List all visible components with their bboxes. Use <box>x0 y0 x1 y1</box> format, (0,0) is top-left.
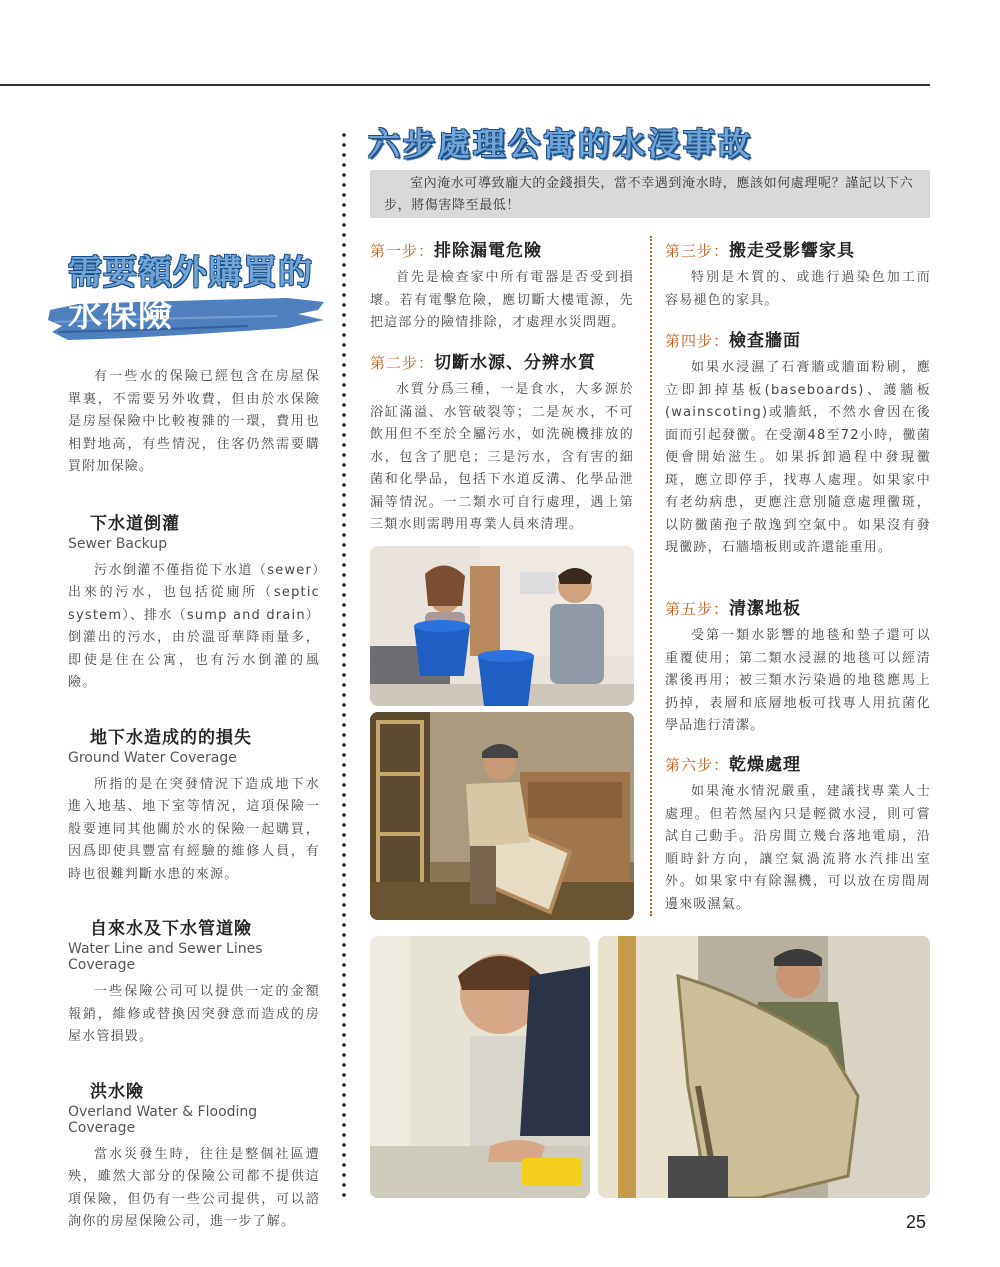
photo-moving-furniture <box>370 712 634 920</box>
step-title: 檢查牆面 <box>729 331 802 351</box>
step-number: 第四步： <box>665 332 730 350</box>
intro-text: 室內淹水可導致龐大的金錢損失，當不幸遇到淹水時，應該如何處理呢？謹記以下六步，將傷害降至最低！ <box>384 176 914 213</box>
step-title: 搬走受影響家具 <box>729 241 856 261</box>
dotted-divider <box>340 130 348 1200</box>
section-title-zh: 地下水造成的的損失 <box>90 727 252 748</box>
step-title: 排除漏電危險 <box>434 241 543 261</box>
step-title: 清潔地板 <box>729 599 802 619</box>
step-3 <box>665 236 931 312</box>
article-title: 六步處理公寓的水浸事故 <box>368 125 754 163</box>
section-text: 一些保險公司可以提供一定的金額報銷，維修或替換因突發意而造成的房屋水管損毀。 <box>68 984 320 1044</box>
section-title-en: Sewer Backup <box>68 535 168 552</box>
section-water-line <box>68 914 320 1049</box>
step-number: 第一步： <box>370 242 435 260</box>
top-rule <box>0 84 930 86</box>
step-text: 如果淹水情況嚴重，建議找專業人士處理。但若然屋內只是輕微水浸，則可嘗試自己動手。沿房間立幾台落地電扇，沿順時針方向，讓空氣渦流將水汽排出室外。如果家中有除濕機，可以放在房間周邊來吸濕氣。 <box>665 784 931 912</box>
sidebar-title-line1: 需要額外購買的 <box>68 253 313 293</box>
step-1 <box>370 236 634 335</box>
step-4 <box>665 326 931 560</box>
sidebar-intro: 有一些水的保險已經包含在房屋保單裏，不需要另外收費，但由於水保險是房屋保險中比較複雜的一環，費用也相對地高，有些情況，住客仍然需要購買附加保險。 <box>68 369 320 474</box>
section-flooding <box>68 1077 320 1234</box>
section-title-en: Ground Water Coverage <box>68 749 237 766</box>
step-number: 第三步： <box>665 242 730 260</box>
step-heading <box>370 236 634 261</box>
column-divider <box>650 236 652 916</box>
step-heading <box>665 750 931 775</box>
step-text: 受第一類水影響的地毯和墊子還可以重覆使用；第二類水浸濕的地毯可以經清潔後再用；被三類水污染過的地毯應馬上扔掉，表層和底層地板可找專人用抗菌化學品進行清潔。 <box>665 628 931 733</box>
photo-pulling-carpet <box>598 936 930 1198</box>
step-text: 特別是木質的、或進行過染色加工而容易褪色的家具。 <box>665 270 931 308</box>
step-6 <box>665 750 931 916</box>
section-title-zh: 下水道倒灌 <box>90 513 180 534</box>
sidebar-title-line2: 水保險 <box>68 295 173 335</box>
step-heading <box>665 326 931 351</box>
step-heading <box>665 594 931 619</box>
step-title: 乾燥處理 <box>729 755 802 775</box>
photo-wiping-baseboard <box>370 936 590 1198</box>
section-text: 所指的是在突發情況下造成地下水進入地基、地下室等情況，這項保險一般要連同其他關於水的保險一起購買，因爲即使具豐富有經驗的維修人員，有時也很難判斷水患的來源。 <box>68 776 320 882</box>
section-text: 當水災發生時，往往是整個社區遭殃，雖然大部分的保險公司都不提供這項保險，但仍有一些公司提供，可以諮詢你的房屋保險公司，進一步了解。 <box>68 1146 320 1229</box>
photo-flooded-living-room <box>370 546 634 706</box>
step-text: 如果水浸濕了石膏牆或牆面粉刷，應立即卸掉基板(baseboards)、護牆板(wainscoting)或牆紙，不然水會因在後面而引起發黴。在受潮48至72小時，黴菌便會開始滋生。如果拆卸過程中發現黴斑，應立即停手，找專人處理。如果家中有老幼病患，更應注意別隨意處理黴斑，以防黴菌孢子散逸到空氣中。如果沒有發現黴跡，石牆墻板則或許還能重用。 <box>665 360 931 555</box>
step-heading <box>370 348 634 373</box>
section-sewer-backup <box>68 509 320 695</box>
step-text: 水質分爲三種，一是食水，大多源於浴缸滿溢、水管破裂等；二是灰水，不可飲用但不至於全屬污水，如洗碗機排放的水，包含了肥皂；三是污水，含有害的細菌和化學品，包括下水道反溝、化學品泄漏等情況。一二類水可自行處理，遇上第三類水則需聘用專業人員來清理。 <box>370 382 634 532</box>
step-2 <box>370 348 634 537</box>
section-title-zh: 自來水及下水管道險 <box>90 919 252 939</box>
page-number: 25 <box>906 1212 927 1232</box>
step-number: 第六步： <box>665 756 730 774</box>
sidebar-title <box>68 252 313 336</box>
section-title-en: Overland Water & Flooding Coverage <box>68 1103 258 1136</box>
section-ground-water <box>68 723 320 887</box>
section-title-en: Water Line and Sewer Lines Coverage <box>68 941 263 973</box>
step-heading <box>665 236 931 261</box>
section-text: 污水倒灌不僅指從下水道（sewer）出來的污水，也包括從廁所（septic system）、排水（sump and drain）倒灌出的污水，由於溫哥華降雨量多，即使是住在公寓，也有污水倒灌的風險。 <box>68 562 320 690</box>
step-text: 首先是檢查家中所有電器是否受到損壞。若有電擊危險，應切斷大樓電源，先把這部分的險情排除，才處理水災問題。 <box>370 270 634 330</box>
step-5 <box>665 594 931 738</box>
sidebar-column <box>68 366 320 1234</box>
intro-box <box>370 170 930 218</box>
step-number: 第二步： <box>370 354 435 372</box>
step-title: 切斷水源、分辨水質 <box>434 353 597 373</box>
section-title-zh: 洪水險 <box>90 1081 144 1102</box>
step-number: 第五步： <box>665 600 730 618</box>
